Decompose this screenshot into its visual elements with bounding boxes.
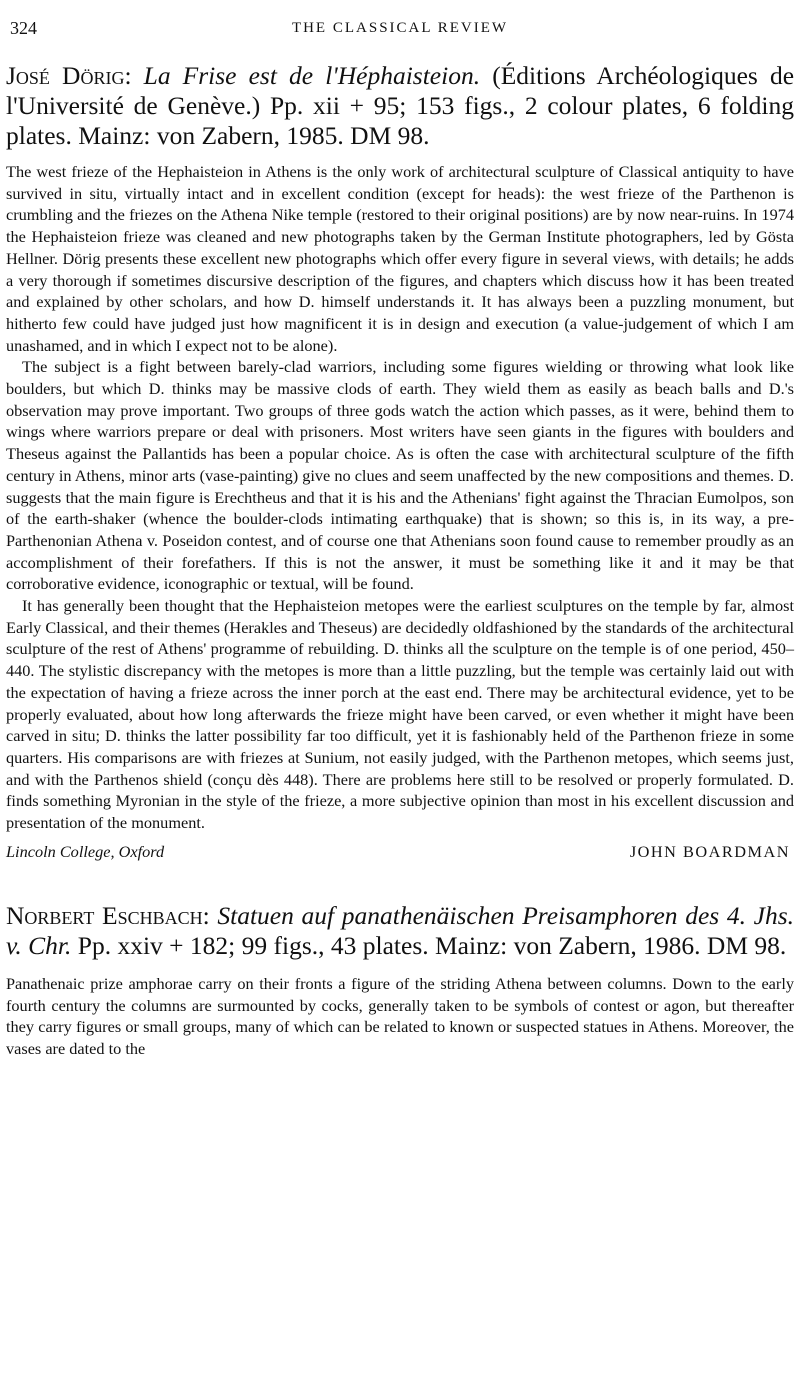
review-1-signoff — [6, 841, 794, 863]
review-1-paragraph: The subject is a fight between barely-clad warriors, including some figures wielding or throwing what look like boulders, but which D. thinks may be massive clods of earth. They wield them as easily as beach balls and D.'s observation may prove important. Two groups of three gods watch the action which passes, as it were, behind them to wings where warriors prepare or deal with prisoners. Most writers have seen giants in the figures with boulders and Theseus against the Pallantids has been a popular choice. As is often the case with architectural sculpture of the fifth century in Athens, minor arts (vase-painting) give no clues and seem unaffected by the new compositions and themes. D. suggests that the main figure is Erechtheus and that it is his and the Athenians' fight against the Thracian Eumolpos, son of the earth-shaker (whence the boulder-clods intimating earthquake) that is shown; so this is, in its way, a pre-Parthenonian Athena v. Poseidon contest, and of course one that Athenians soon found cause to remember proudly as an accomplishment of their forefathers. If this is not the answer, it must be something like it and it may be that corroborative evidence, iconographic or textual, will be found. — [6, 357, 794, 594]
review-2-book-title: Statuen auf panathenäischen Preisamphoren des 4. Jhs. v. Chr. — [6, 900, 794, 960]
review-2-paragraph: Panathenaic prize amphorae carry on their fronts a figure of the striding Athena between columns. Down to the early fourth century the columns are surmounted by cocks, generally taken to be symbols of contest or agon, but thereafter they carry figures or small groups, many of which can be related to known or suspected statues in Athens. Moreover, the vases are dated to the — [6, 973, 794, 1058]
review-1-book-title: La Frise est de l'Héphaisteion. — [143, 61, 481, 90]
review-2-publication-details: Pp. xxiv + 182; 99 figs., 43 plates. Mainz: von Zabern, 1986. DM 98. — [77, 930, 787, 960]
running-head — [6, 0, 794, 40]
review-1-paragraph: It has generally been thought that the Hephaisteion metopes were the earliest sculptures on the temple by far, almost Early Classical, and their themes (Herakles and Theseus) are decidedly oldfashioned by the standards of the architectural sculpture of the rest of Athens' programme of rebuilding. D. thinks all the sculpture on the temple is of one period, 450–440. The stylistic discrepancy with the metopes is more than a little puzzling, but the temple was certainly laid out with the expectation of having a frieze across the inner porch at the east end. There may be architectural evidence, yet to be properly evaluated, about how long afterwards the frieze might have been carved, or even whether it might have been carved in situ; D. thinks the latter possibility far too difficult, yet it is fashionably held of the Parthenon frieze in some quarters. His comparisons are with friezes at Sunium, not easily judged, with the Parthenon metopes, which seems just, and with the Parthenos shield (conçu dès 448). There are problems here still to be resolved or properly formulated. D. finds something Myronian in the style of the frieze, a more subjective opinion than most in his excellent discussion and presentation of the monument. — [6, 596, 794, 833]
review-1-author: José Dörig — [6, 61, 125, 90]
review-1-paragraph: The west frieze of the Hephaisteion in Athens is the only work of architectural sculpture of Classical antiquity to have survived in situ, virtually intact and in excellent condition (except for heads): the west frieze of the Parthenon is crumbling and the friezes on the Athena Nike temple (restored to their original positions) are by now near-ruins. In 1974 the Hephaisteion frieze was cleaned and new photographs taken by the German Institute photographers, led by Gösta Hellner. Dörig presents these excellent new photographs which offer every figure in several views, with details; he adds a very thorough if sometimes discursive description of the figures, and chapters which discuss how it has been treated and explained by other scholars, and how D. himself understands it. It has always been a puzzling monument, but hitherto few could have judged just how magnificent it is in design and execution (a value-judgement of which I am unashamed, and in which I expect not to be alone). — [6, 162, 794, 355]
review-1-heading: José Dörig: La Frise est de l'Héphaisteion. (Éditions Archéologiques de l'Université de Genève.) Pp. xii + 95; 153 figs., 2 colour plates, 6 folding plates. Mainz: von Zabern, 1985. DM 98. — [6, 61, 795, 150]
page-number: 324 — [10, 18, 37, 38]
reviewer-name: JOHN BOARDMAN — [629, 841, 790, 861]
journal-title: THE CLASSICAL REVIEW — [291, 20, 509, 36]
review-2-heading: Norbert Eschbach: Statuen auf panathenäischen Preisamphoren des 4. Jhs. v. Chr. Pp. xxiv + 182; 99 figs., 43 plates. Mainz: von Zabern, 1986. DM 98. — [6, 900, 794, 960]
review-2-author: Norbert Eschbach — [6, 900, 203, 930]
review-1-publication-details: (Éditions Archéologiques de l'Université de Genève.) Pp. xii + 95; 153 figs., 2 colour plates, 6 folding plates. Mainz: von Zabern, 1985. DM 98. — [6, 61, 795, 150]
reviewer-affiliation: Lincoln College, Oxford — [6, 841, 165, 861]
